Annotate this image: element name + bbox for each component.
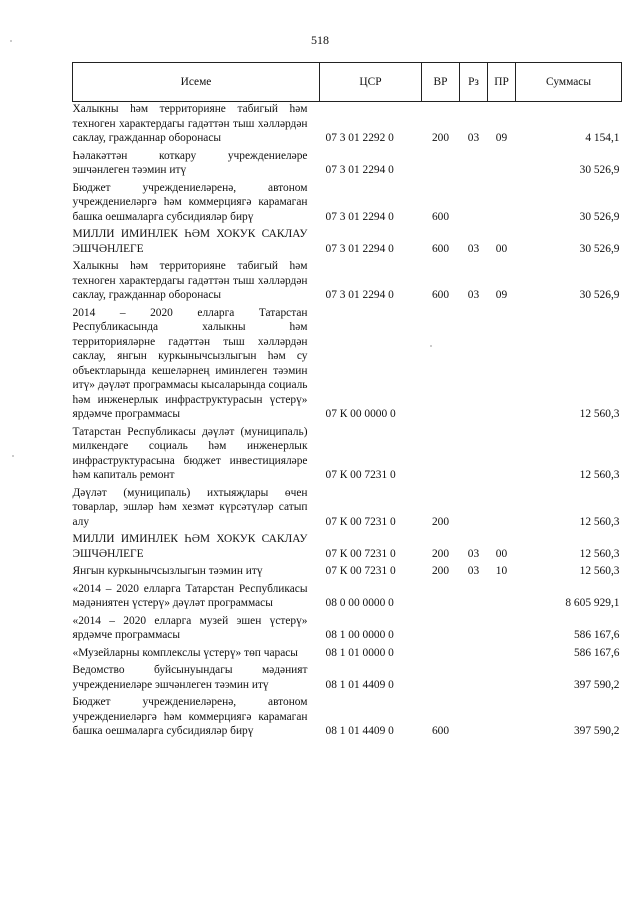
table-row [73,663,622,695]
cell-name: «2014 – 2020 елларга музей эшен үстерү» ярдәмче программасы [72,614,308,641]
cell-name: МИЛЛИ ИМИНЛЕК ҺӘМ ХОКУК САКЛАУ ЭШЧӘНЛЕГЕ [72,228,308,255]
cell-sum: 30 526,9 [579,289,620,301]
table-row [73,564,622,582]
cell-csr: 08 0 00 0000 0 [325,597,394,609]
cell-name: Бюджет учреждениеләренә, автоном учреждениеләргә һәм коммерциягә карамаган башка оешмаларга субсидияләр бирү [72,696,308,737]
cell-name: Халыкны һәм территорияне табигый һәм техноген характердагы гадәттән тыш хәлләрдән саклау, гражданнар оборонасы [72,103,308,144]
cell-vr: 600 [431,725,450,737]
cell-pr [488,663,516,695]
cell-name: Татарстан Республикасы дәүләт (муниципаль) милкендәге социаль һәм инженерлык инфраструктурасына бюджет инвестицияләре һәм капиталь ремонт [72,425,308,481]
cell-vr: 200 [431,515,450,528]
cell-sum: 12 560,3 [579,547,620,560]
cell-pr [488,181,516,228]
cell-name: Һәлакәттән коткару учреждениеләре эшчәнлеген тәэмин итү [72,149,308,176]
cell-pr [488,695,516,742]
cell-vr: 200 [431,547,450,560]
cell-vr [422,614,460,646]
cell-vr [422,582,460,614]
cell-csr: 07 К 00 7231 0 [325,469,396,481]
cell-sum: 8 605 929,1 [565,597,620,609]
cell-name: Ведомство буйсынуындагы мәдәният учреждениеләре эшчәнлеген тәэмин итү [72,664,308,691]
cell-sum: 12 560,3 [579,469,620,481]
cell-csr: 08 1 01 4409 0 [325,678,394,691]
scan-speck [430,345,432,347]
table-row [73,695,622,742]
cell-pr [488,614,516,646]
cell-sum: 4 154,1 [585,132,620,144]
cell-vr [422,306,460,425]
table-row [73,181,622,228]
cell-pr [488,582,516,614]
cell-csr: 07 3 01 2292 0 [325,132,394,144]
cell-pr: 09 [495,132,508,144]
cell-sum: 586 167,6 [573,646,620,659]
cell-csr: 07 3 01 2294 0 [325,210,394,223]
table-row [73,259,622,306]
cell-vr: 600 [431,289,450,301]
cell-csr: 07 3 01 2294 0 [325,289,394,301]
cell-name: «Музейларны комплекслы үстерү» төп чарасы [72,646,298,659]
cell-pr: 00 [495,547,508,560]
table-row [73,425,622,486]
cell-csr: 08 1 00 0000 0 [325,629,394,641]
cell-name: Бюджет учреждениеләренә, автоном учреждениеләргә һәм коммерциягә карамаган башка оешмаларга субсидияләр бирү [72,181,308,223]
table-row [73,227,622,259]
cell-rz: 03 [467,242,480,255]
table-row [73,582,622,614]
cell-rz [460,614,488,646]
cell-vr: 600 [431,210,450,223]
cell-sum: 12 560,3 [579,565,620,577]
cell-rz [460,181,488,228]
table-row [73,149,622,181]
cell-rz: 03 [467,547,480,560]
cell-csr: 07 К 00 7231 0 [325,565,396,577]
cell-csr: 07 К 00 7231 0 [325,547,396,560]
cell-csr: 08 1 01 4409 0 [325,725,394,737]
column-header-name: Исеме [73,63,320,102]
cell-sum: 30 526,9 [579,164,620,176]
table-row [73,306,622,425]
table-row [73,614,622,646]
scan-speck [12,455,14,457]
cell-name: Дәүләт (муниципаль) ихтыяҗлары өчен товарлар, эшләр һәм хезмәт күрсәтүләр сатып алу [72,486,308,528]
cell-pr: 09 [495,289,508,301]
cell-rz [460,149,488,181]
table-row [73,102,622,149]
cell-sum: 30 526,9 [579,210,620,223]
cell-vr [422,663,460,695]
cell-pr: 10 [495,565,508,577]
cell-sum: 397 590,2 [573,678,620,691]
cell-name: 2014 – 2020 елларга Татарстан Республикасында халыкны һәм территорияләрне гадәттән тыш хәлләрдән саклау, янгын куркынычсызлыгын һәм су объектларында кешеләрнең иминлеген тәэмин итү» дәүләт программасы кысаларында социаль һәм инженерлык инфраструктурасын үстерү» ярдәмче программасы [72,306,308,420]
cell-name: Халыкны һәм территорияне табигый һәм техноген характердагы гадәттән тыш хәлләрдән саклау, гражданнар оборонасы [72,260,308,301]
table-row [73,532,622,564]
cell-rz [460,486,488,533]
cell-pr: 00 [495,242,508,255]
cell-vr: 600 [431,242,450,255]
column-header-pr: ПР [488,63,516,102]
cell-name: «2014 – 2020 елларга Татарстан Республикасы мәдәниятен үстерү» дәүләт программасы [72,582,308,609]
cell-pr [488,149,516,181]
cell-sum: 12 560,3 [579,408,620,420]
column-header-csr: ЦСР [320,63,422,102]
cell-vr [422,149,460,181]
cell-vr [422,646,460,664]
cell-csr: 08 1 01 0000 0 [325,646,394,659]
cell-rz [460,306,488,425]
cell-csr: 07 К 00 7231 0 [325,515,396,528]
cell-name: МИЛЛИ ИМИНЛЕК ҺӘМ ХОКУК САКЛАУ ЭШЧӘНЛЕГЕ [72,533,308,560]
cell-pr [488,425,516,486]
cell-rz: 03 [467,565,480,577]
cell-csr: 07 3 01 2294 0 [325,242,394,255]
page-number: 518 [311,33,329,47]
cell-rz [460,582,488,614]
cell-rz [460,663,488,695]
table-row [73,486,622,533]
cell-sum: 397 590,2 [573,725,620,737]
cell-rz: 03 [467,132,480,144]
column-header-sum: Суммасы [516,63,622,102]
cell-name: Янгын куркынычсызлыгын тәэмин итү [72,565,263,577]
cell-rz [460,695,488,742]
cell-pr [488,646,516,664]
cell-sum: 12 560,3 [579,515,620,528]
table-row [73,646,622,664]
cell-rz [460,646,488,664]
cell-sum: 30 526,9 [579,242,620,255]
cell-rz: 03 [467,289,480,301]
cell-rz [460,425,488,486]
cell-sum: 586 167,6 [573,629,620,641]
table-header-row [73,63,622,102]
cell-csr: 07 3 01 2294 0 [325,164,394,176]
cell-vr: 200 [431,132,450,144]
scan-speck [10,40,12,42]
table-body [73,102,622,742]
column-header-rz: Рз [460,63,488,102]
cell-pr [488,486,516,533]
column-header-vr: ВР [422,63,460,102]
cell-csr: 07 К 00 0000 0 [325,408,396,420]
budget-table [72,62,622,742]
cell-vr [422,425,460,486]
cell-vr: 200 [431,565,450,577]
cell-pr [488,306,516,425]
